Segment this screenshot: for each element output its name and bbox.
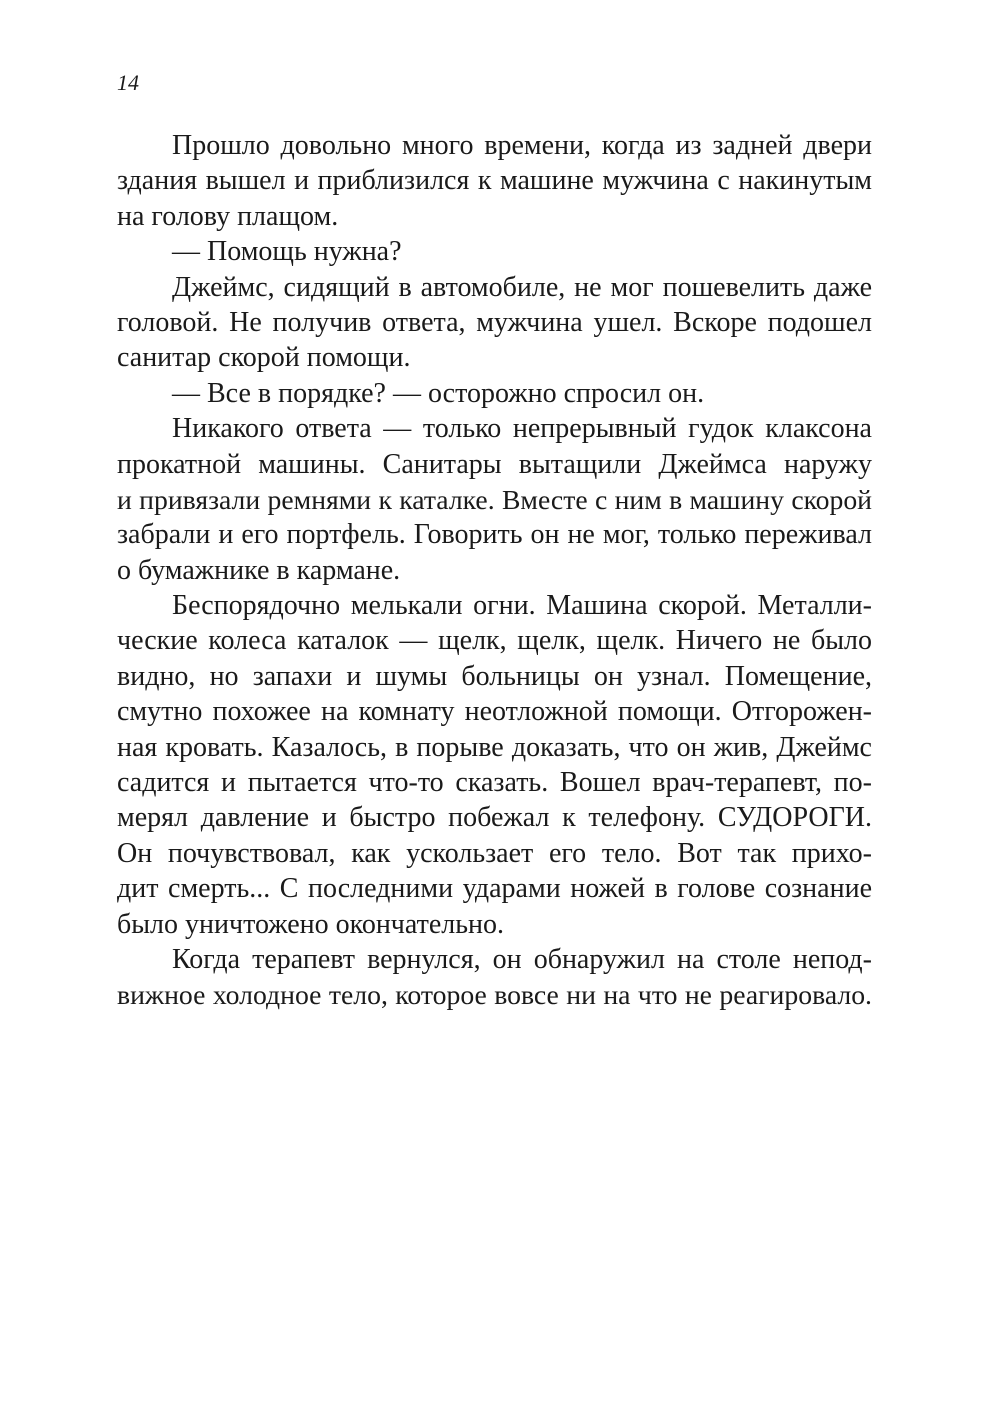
text-line: вижное холодное тело, которое вовсе ни на что не реагировало.	[117, 979, 872, 1011]
text-line: ческие колеса каталок — щелк, щелк, щелк. Ничего не было	[117, 625, 872, 657]
text-line: прокатной машины. Санитары вытащили Джеймса наружу	[117, 448, 872, 480]
text-line: Прошло довольно много времени, когда из задней двери	[172, 130, 872, 161]
text-line: здания вышел и приблизился к машине мужчина с накинутым	[117, 165, 872, 197]
text-line: головой. Не получив ответа, мужчина ушел. Вскоре подошел	[117, 306, 872, 338]
text-line: ная кровать. Казалось, в порыве доказать, что он жив, Джеймс	[117, 731, 872, 763]
text-line: Он почувствовал, как ускользает его тело. Вот так прихо-	[117, 837, 872, 869]
text-line: садится и пытается что-то сказать. Вошел врач-терапевт, по-	[117, 767, 872, 799]
text-line: и привязали ремнями к каталке. Вместе с ним в машину скорой	[117, 483, 872, 515]
text-line: было уничтожено окончательно.	[117, 908, 504, 940]
text-line: на голову плащом.	[117, 200, 339, 232]
text-line: дит смерть... С последними ударами ножей в голове сознание	[117, 873, 872, 905]
text-line: забрали и его портфель. Говорить он не мог, только переживал	[117, 519, 872, 551]
text-line: Беспорядочно мелькали огни. Машина скорой. Металли-	[172, 590, 872, 622]
text-line: о бумажнике в кармане.	[117, 554, 401, 586]
body-text	[117, 128, 872, 1013]
text-line: санитар скорой помощи.	[117, 342, 411, 374]
text-line: смутно похожее на комнату неотложной помощи. Отгорожен-	[117, 696, 872, 728]
text-line: — Помощь нужна?	[172, 236, 402, 268]
text-line: мерял давление и быстро побежал к телефону. СУДОРОГИ.	[117, 802, 872, 834]
text-line: Никакого ответа — только непрерывный гудок клаксона	[172, 413, 872, 445]
text-line: Когда терапевт вернулся, он обнаружил на столе непод-	[172, 943, 872, 975]
text-line: видно, но запахи и шумы больницы он узнал. Помещение,	[117, 660, 872, 692]
page-number: 14	[117, 70, 139, 95]
text-line: Джеймс, сидящий в автомобиле, не мог пошевелить даже	[172, 271, 872, 303]
text-line: — Все в порядке? — осторожно спросил он.	[172, 377, 705, 409]
